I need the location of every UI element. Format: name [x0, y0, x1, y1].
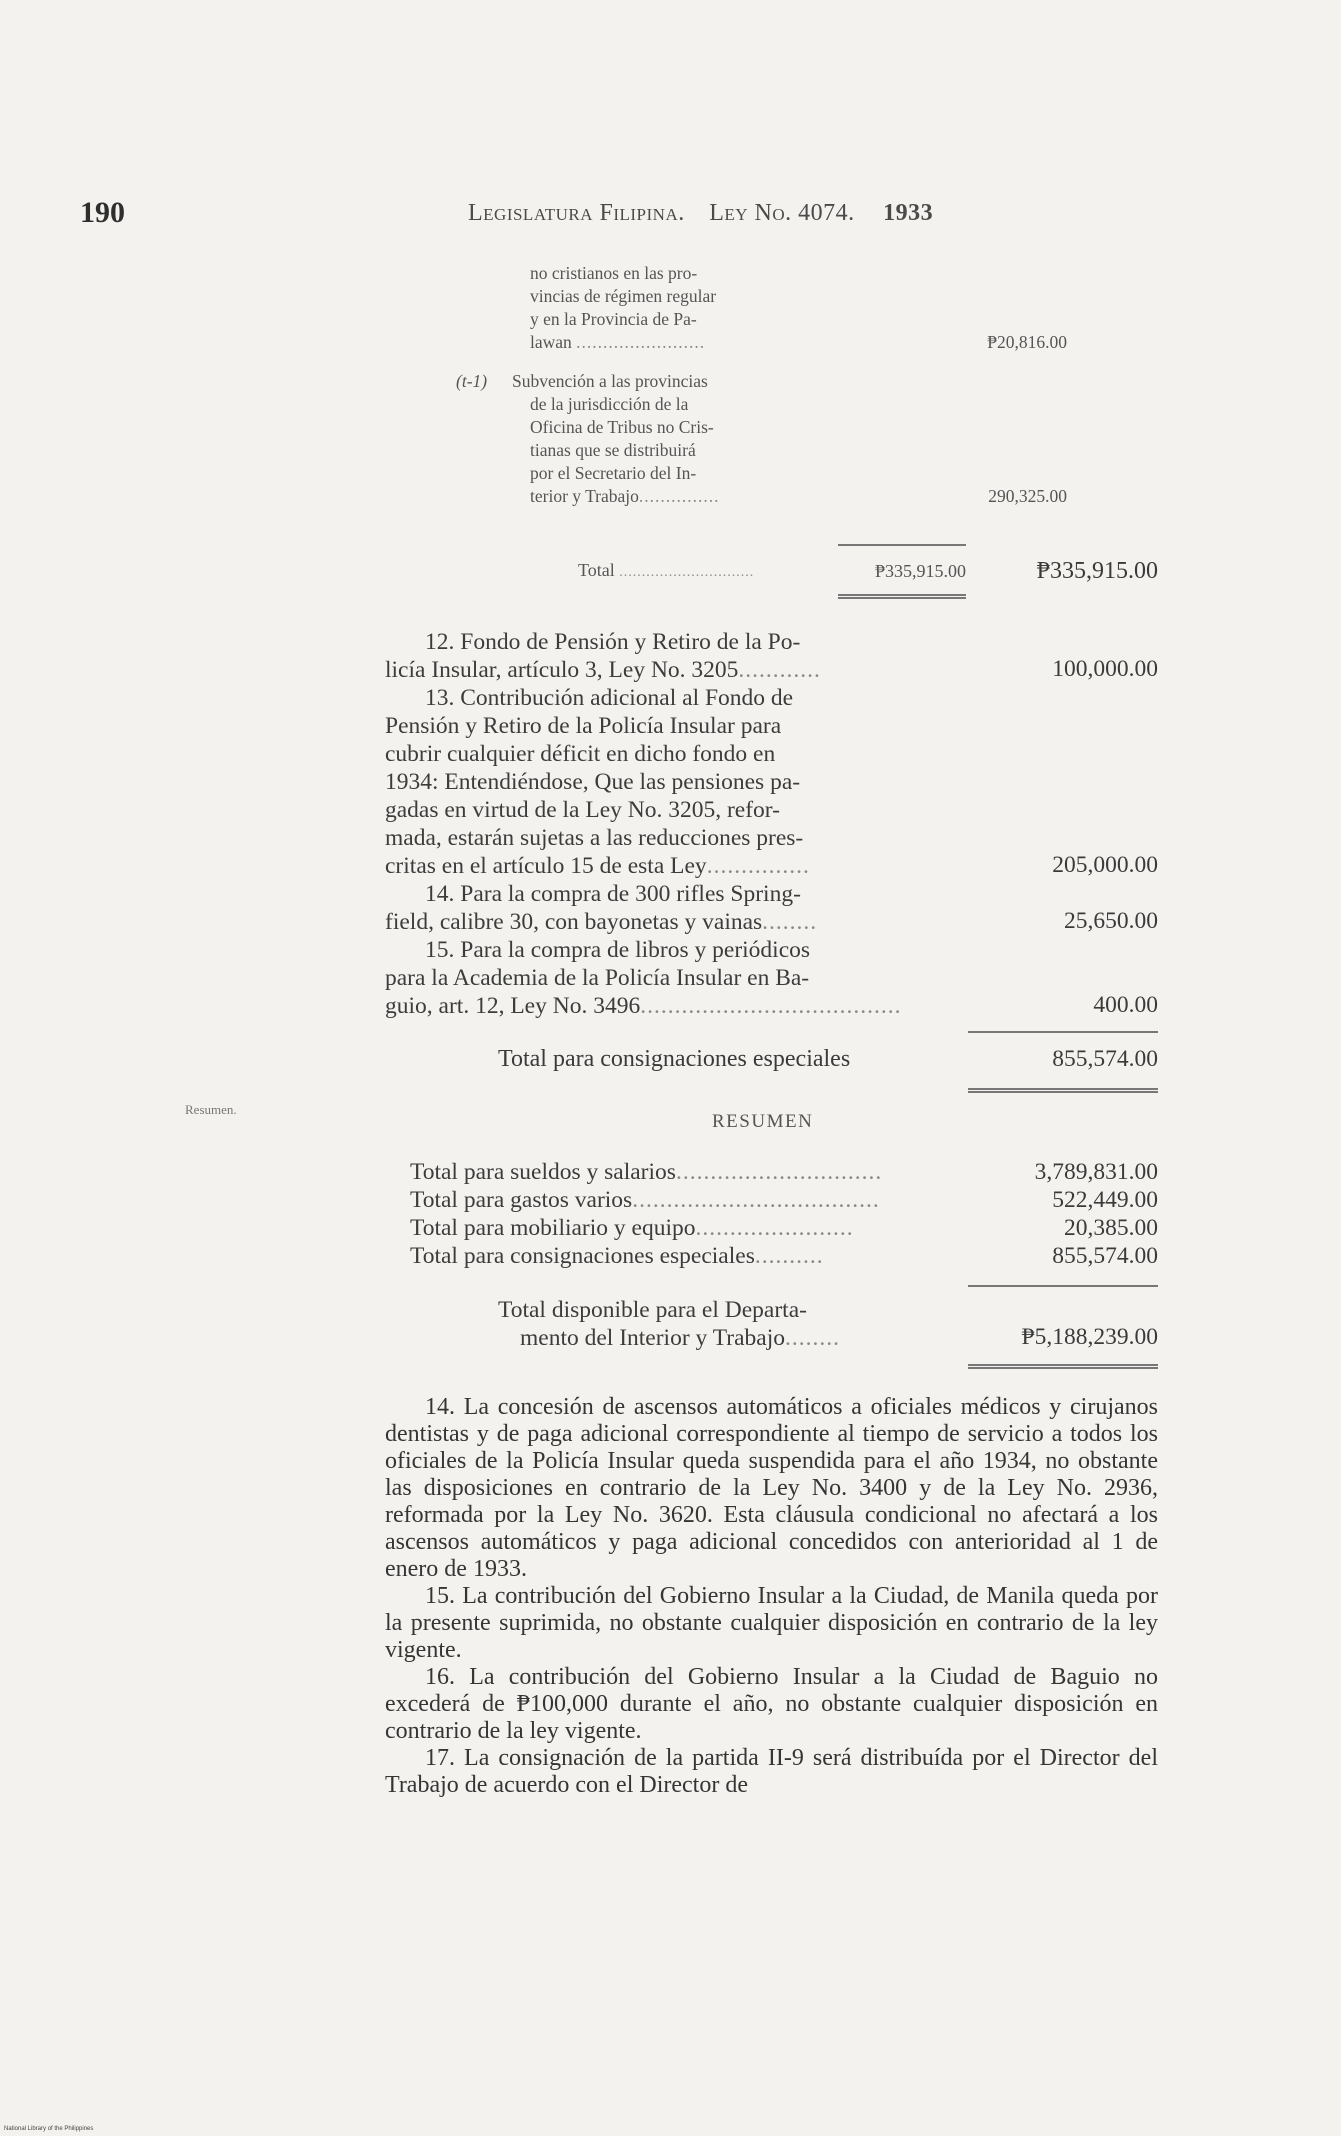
special-total-amount: 855,574.00: [1052, 1046, 1158, 1072]
appropriation-line: critas en el artículo 15 de esta Ley...............: [385, 853, 810, 879]
appropriation-line: Pensión y Retiro de la Policía Insular para: [385, 713, 782, 739]
page-number: 190: [80, 196, 125, 229]
small-item-label: (t-1): [456, 371, 488, 391]
running-law: Ley No. 4074.: [709, 200, 855, 226]
summary-amount: 855,574.00: [1052, 1243, 1158, 1269]
summary-row: Total para mobiliario y equipo.......................: [410, 1215, 854, 1241]
appropriation-line: licía Insular, artículo 3, Ley No. 3205............: [385, 657, 821, 683]
running-year: 1933: [883, 200, 934, 226]
double-rule: [968, 1364, 1158, 1369]
footer-credit: National Library of the Philippines: [4, 2126, 94, 2132]
appropriation-13: [385, 684, 965, 880]
total-label: Total: [578, 560, 615, 580]
rule: [968, 1285, 1158, 1287]
small-item-line: lawan ........................: [530, 332, 706, 352]
rule: [968, 1031, 1158, 1033]
summary-amount: 522,449.00: [1052, 1187, 1158, 1213]
small-item-line: Oficina de Tribus no Cris-: [530, 417, 714, 437]
double-rule: [838, 594, 966, 599]
summary-rows: [410, 1158, 965, 1270]
small-item-line: terior y Trabajo...............: [530, 486, 720, 506]
grand-total-line: Total disponible para el Departa-: [498, 1297, 807, 1323]
summary-amount: 20,385.00: [1064, 1215, 1158, 1241]
summary-row: Total para sueldos y salarios..............................: [410, 1159, 883, 1185]
paragraph: 15. La contribución del Gobierno Insular a la Ciudad, de Manila queda por la presente suprimida, no obstante cualquier disposición en contrario de la ley vigente.: [385, 1583, 1158, 1663]
appropriation-line: 13. Contribución adicional al Fondo de: [425, 685, 794, 711]
small-item-amount: 290,325.00: [988, 486, 1067, 506]
appropriation-line: 1934: Entendiéndose, Que las pensiones pa-: [385, 769, 801, 795]
total-amount: ₱335,915.00: [874, 561, 966, 581]
appropriation-line: field, calibre 30, con bayonetas y vainas........: [385, 909, 818, 935]
small-item-1: [420, 262, 1067, 354]
appropriation-line: para la Academia de la Policía Insular en Ba-: [385, 965, 810, 991]
appropriation-amount: 400.00: [1093, 992, 1158, 1018]
small-item-line: y en la Provincia de Pa-: [530, 309, 697, 329]
small-item-line: Subvención a las provincias: [512, 371, 708, 391]
appropriation-15: [385, 936, 965, 1020]
summary-row: Total para gastos varios....................................: [410, 1187, 880, 1213]
appropriation-line: guio, art. 12, Ley No. 3496......................................: [385, 993, 902, 1019]
paragraph: 16. La contribución del Gobierno Insular a la Ciudad de Baguio no excederá de ₱100,000 durante el año, no obstante cualquier disposición en contrario de la ley vigente.: [385, 1664, 1158, 1744]
small-item-line: por el Secretario del In-: [530, 463, 697, 483]
side-note: Resumen.: [185, 1102, 237, 1117]
special-total-label: Total para consignaciones especiales: [498, 1046, 851, 1072]
running-title: Legislatura Filipina.: [468, 200, 685, 226]
appropriation-line: 15. Para la compra de libros y periódicos: [425, 937, 811, 963]
appropriation-14: [385, 880, 965, 936]
appropriation-amount: 25,650.00: [1064, 908, 1158, 934]
total-amount-right: ₱335,915.00: [1036, 558, 1158, 584]
small-item-line: no cristianos en las pro-: [530, 263, 698, 283]
appropriation-line: 14. Para la compra de 300 rifles Spring-: [425, 881, 801, 907]
appropriation-line: gadas en virtud de la Ley No. 3205, refor-: [385, 797, 780, 823]
total-row: Total ..............................: [578, 560, 755, 580]
summary-row: Total para consignaciones especiales..........: [410, 1243, 824, 1269]
appropriation-line: cubrir cualquier déficit en dicho fondo en: [385, 741, 776, 767]
running-head: [468, 200, 933, 227]
summary-amounts: [968, 1158, 1158, 1270]
small-item-line: tianas que se distribuirá: [530, 440, 696, 460]
small-item-line: vincias de régimen regular: [530, 286, 717, 306]
small-item-line: de la jurisdicción de la: [530, 394, 689, 414]
grand-total-amount: ₱5,188,239.00: [1021, 1324, 1158, 1350]
summary-title: RESUMEN: [712, 1111, 814, 1132]
grand-total: [498, 1296, 968, 1352]
rule: [838, 544, 966, 546]
appropriation-amount: 100,000.00: [1052, 656, 1158, 682]
paragraph: 17. La consignación de la partida II-9 será distribuída por el Director del Trabajo de acuerdo con el Director de: [385, 1745, 1158, 1798]
summary-amount: 3,789,831.00: [1034, 1159, 1158, 1185]
small-item-2: [420, 370, 1067, 508]
appropriation-amount: 205,000.00: [1052, 852, 1158, 878]
small-item-amount: ₱20,816.00: [987, 332, 1067, 352]
paragraph: 14. La concesión de ascensos automáticos a oficiales médicos y cirujanos dentistas y de paga adicional correspondiente al tiempo de servicio a todos los oficiales de la Policía Insular queda suspendida para el año 1934, no obstante las disposiciones en contrario de la Ley No. 3400 y de la Ley No. 2936, reformada por la Ley No. 3620. Esta cláusula condicional no afectará a los ascensos automáticos y paga adicional concedidos con anterioridad al 1 de enero de 1933.: [385, 1394, 1158, 1582]
appropriation-line: 12. Fondo de Pensión y Retiro de la Po-: [425, 629, 801, 655]
double-rule: [968, 1088, 1158, 1093]
appropriation-line: mada, estarán sujetas a las reducciones pres-: [385, 825, 804, 851]
appropriation-12: [385, 628, 965, 684]
grand-total-line: mento del Interior y Trabajo........: [520, 1325, 840, 1351]
body-paragraphs: [385, 1394, 1158, 1799]
